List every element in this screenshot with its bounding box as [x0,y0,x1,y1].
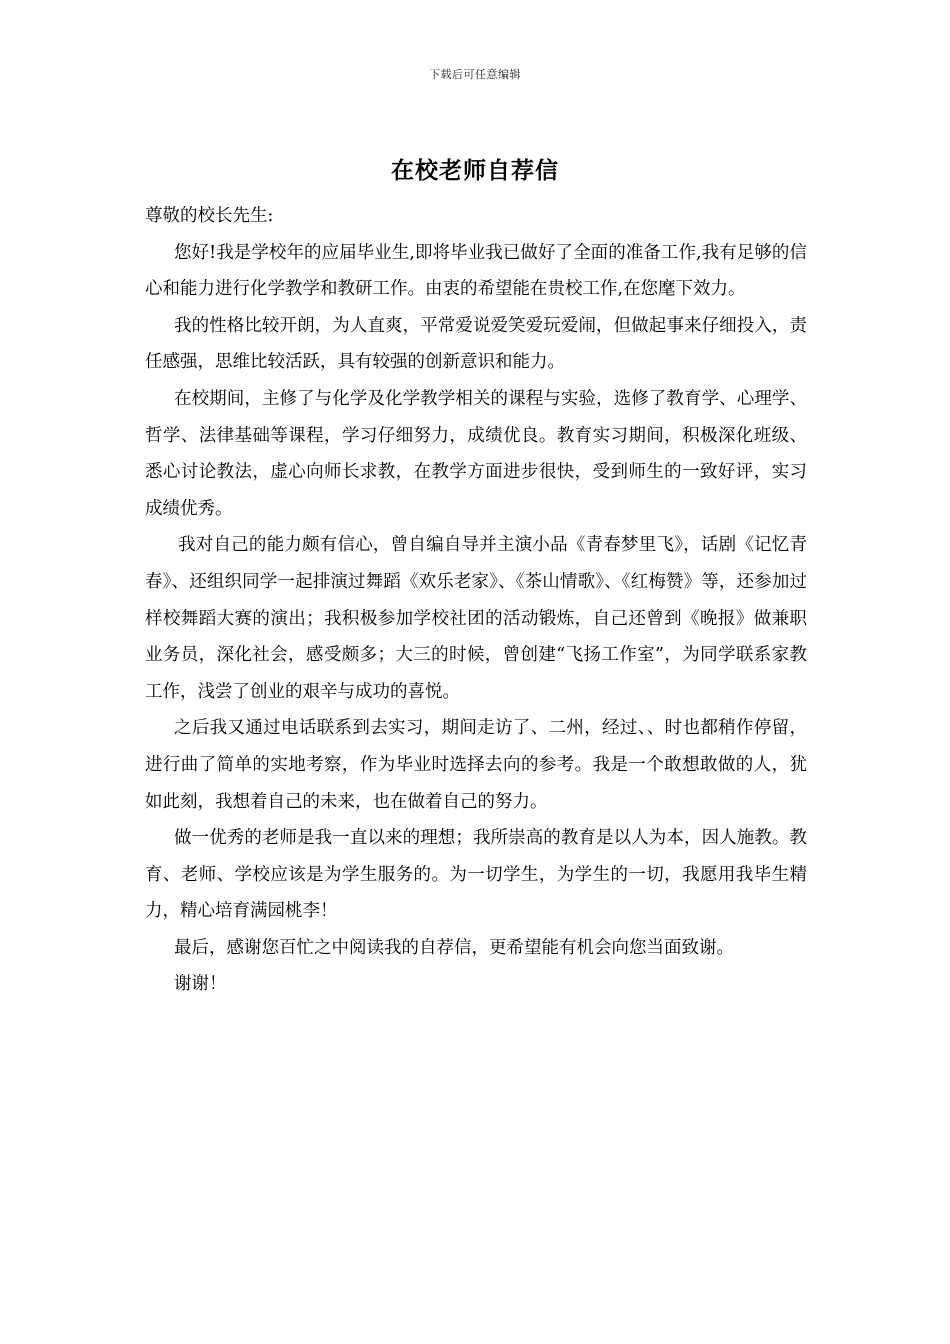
paragraph-ideal: 做一优秀的老师是我一直以来的理想；我所崇高的教育是以人为本，因人施教。教育、老师、学校应该是为学生服务的。为一切学生，为学生的一切，我愿用我毕生精力，精心培育满园桃李！ [145,828,807,922]
letter-title: 在校老师自荐信 [391,157,559,184]
paragraph-greeting: 您好!我是学校年的应届毕业生,即将毕业我已做好了全面的准备工作,我有足够的信心和能力进行化学教学和教研工作。由衷的希望能在贵校工作,在您麾下效力。 [145,242,807,300]
paragraph-studies: 在校期间，主修了与化学及化学教学相关的课程与实验，选修了教育学、心理学、哲学、法律基础等课程，学习仔细努力，成绩优良。教育实习期间，积极深化班级、悉心讨论教法，虚心向师长求教，在教学方面进步很快，受到师生的一致好评，实习成绩优秀。 [145,388,807,519]
header-note: 下载后可任意编辑 [429,68,521,81]
salutation: 尊敬的校长先生: [145,206,274,226]
letter-body [145,198,807,1003]
paragraph-closing: 最后，感谢您百忙之中阅读我的自荐信，更希望能有机会向您当面致谢。 [174,937,734,958]
paragraph-activities: 我对自己的能力颇有信心，曾自编自导并主演小品《青春梦里飞》，话剧《记忆青春》、还组织同学一起排演过舞蹈《欢乐老家》、《茶山情歌》、《红梅赞》等，还参加过样校舞蹈大赛的演出；我积极参加学校社团的活动锻炼，自己还曾到《晚报》做兼职业务员，深化社会，感受颇多；大三的时候，曾创建“飞扬工作室”，为同学联系家教工作，浅尝了创业的艰辛与成功的喜悦。 [145,535,807,702]
paragraph-internship: 之后我又通过电话联系到去实习，期间走访了、二州，经过、、时也都稍作停留，进行曲了简单的实地考察，作为毕业时选择去向的参考。我是一个敢想敢做的人，犹如此刻，我想着自己的未来，也在做着自己的努力。 [145,718,807,812]
paragraph-thanks: 谢谢！ [174,974,227,995]
paragraph-personality: 我的性格比较开朗，为人直爽，平常爱说爱笑爱玩爱闹，但做起事来仔细投入，责任感强，思维比较活跃，具有较强的创新意识和能力。 [145,315,807,373]
